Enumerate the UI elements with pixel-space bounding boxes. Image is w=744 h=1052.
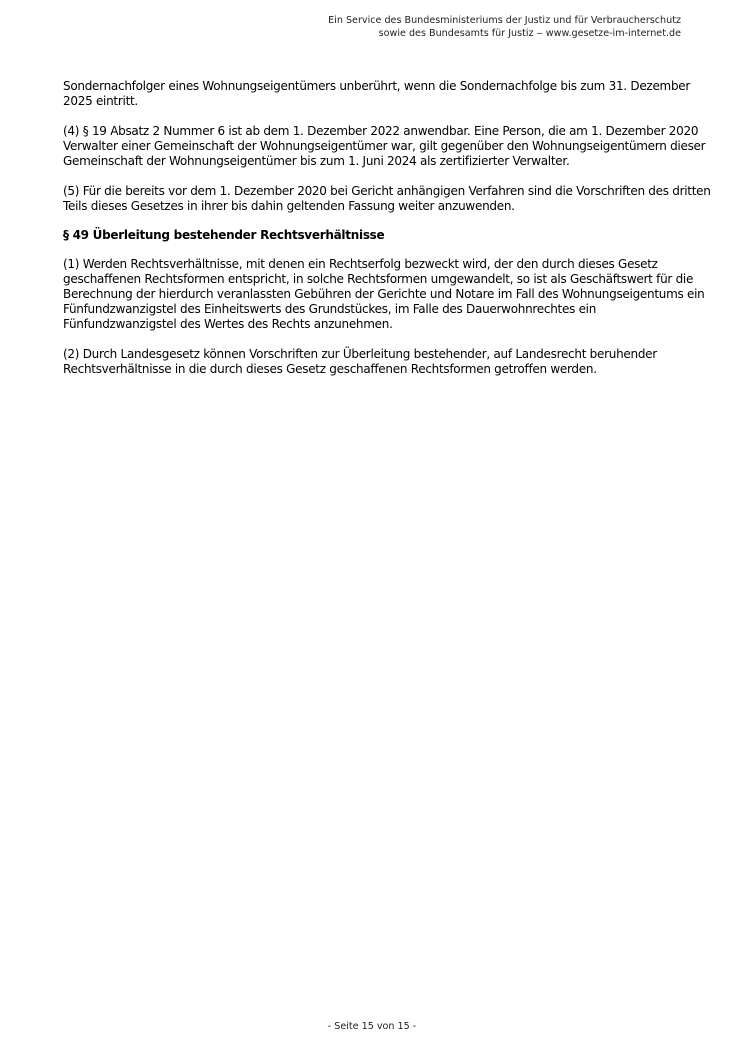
paragraph-continuation: Sondernachfolger eines Wohnungseigentümers unberührt, wenn die Sondernachfolge bis zum 31. Dezember 2025 eintritt. bbox=[63, 79, 691, 108]
document-body bbox=[63, 79, 713, 392]
page-number: - Seite 15 von 15 - bbox=[327, 1021, 417, 1032]
paragraph-absatz-4: (4) § 19 Absatz 2 Nummer 6 ist ab dem 1. Dezember 2022 anwendbar. Eine Person, die am 1. Dezember 2020 Verwalter einer Gemeinschaft der Wohnungseigentümer war, gilt gegenüber den Wohnungseigentümern dieser Gemeinschaft der Wohnungseigentümer bis zum 1. Juni 2024 als zertifizierter Verwalter. bbox=[63, 124, 706, 168]
paragraph-s49-absatz-2: (2) Durch Landesgesetz können Vorschriften zur Überleitung bestehender, auf Landesrecht beruhender Rechtsverhältnisse in die durch dieses Gesetz geschaffenen Rechtsformen getroffen werden. bbox=[63, 347, 657, 376]
section-heading: § 49 Überleitung bestehender Rechtsverhältnisse bbox=[63, 228, 385, 242]
paragraph-absatz-5: (5) Für die bereits vor dem 1. Dezember 2020 bei Gericht anhängigen Verfahren sind die Vorschriften des dritten Teils dieses Gesetzes in ihrer bis dahin geltenden Fassung weiter anzuwenden. bbox=[63, 184, 711, 213]
paragraph-s49-absatz-1: (1) Werden Rechtsverhältnisse, mit denen ein Rechtserfolg bezweckt wird, der den durch dieses Gesetz geschaffenen Rechtsformen entspricht, in solche Rechtsformen umgewandelt, so ist als Geschäftswert für die Berechnung der hierdurch veranlassten Gebühren der Gerichte und Notare im Fall des Wohnungseigentums ein Fünfundzwanzigstel des Einheitswerts des Grundstückes, im Falle des Dauerwohnrechtes ein Fünfundzwanzigstel des Wertes des Rechts anzunehmen. bbox=[63, 257, 705, 331]
header-service-line: Ein Service des Bundesministeriums der Justiz und für Verbraucherschutz bbox=[328, 15, 681, 26]
page-header bbox=[328, 14, 681, 40]
header-source-line: sowie des Bundesamts für Justiz ‒ www.gesetze-im-internet.de bbox=[378, 28, 681, 39]
